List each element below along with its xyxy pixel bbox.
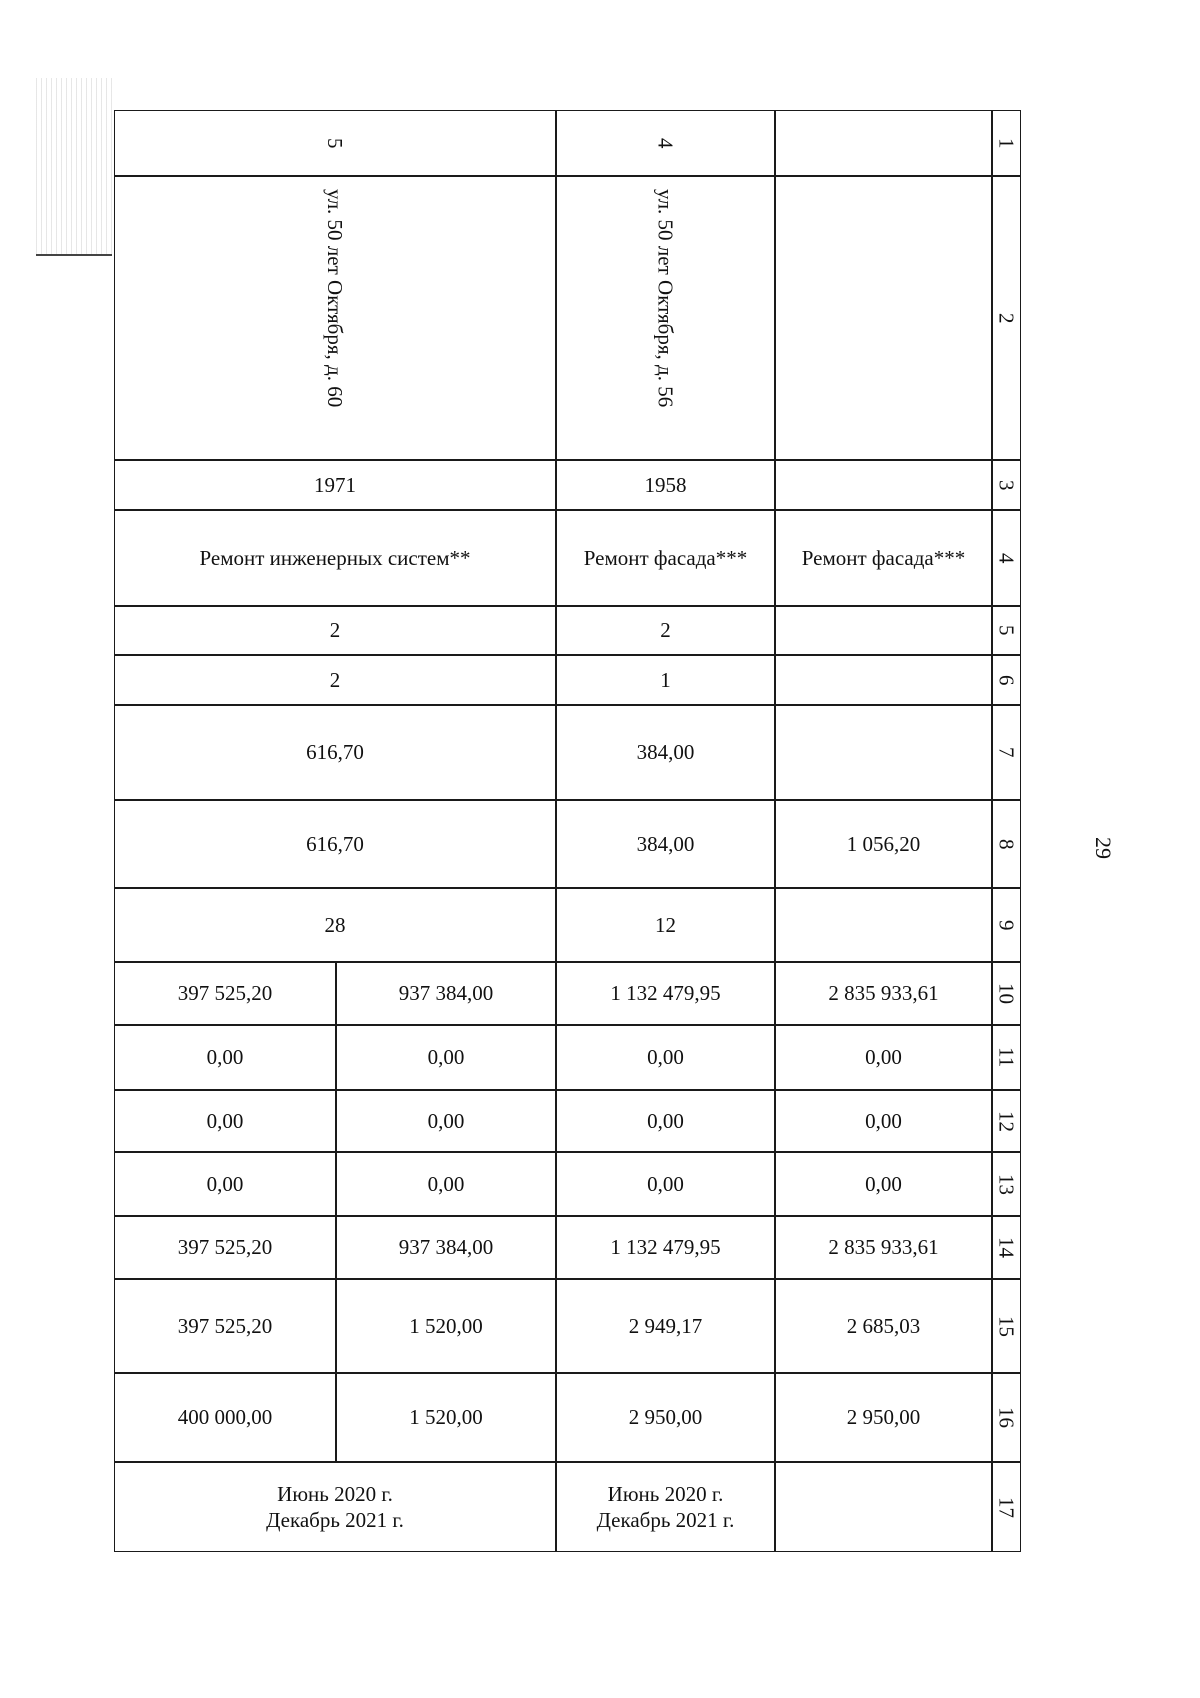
row-number-2: [992, 176, 1021, 460]
row-number-14: [992, 1216, 1021, 1279]
row-number-9-text: 9: [994, 919, 1019, 931]
cell-b-r12: 0,00: [556, 1090, 775, 1152]
cell-a-r17: Июнь 2020 г. Декабрь 2021 г.: [114, 1462, 556, 1552]
cell-b-r16: 2 950,00: [556, 1373, 775, 1462]
cell-a-r4: Ремонт инженерных систем**: [114, 510, 556, 606]
row-number-5-text: 5: [994, 625, 1019, 636]
cell-c-r13: 0,00: [775, 1152, 992, 1216]
row-number-10-text: 10: [994, 983, 1019, 1004]
row-number-6-text: 6: [994, 674, 1019, 686]
cell-a-r9: 28: [114, 888, 556, 962]
cell-c-r12: 0,00: [775, 1090, 992, 1152]
row-number-16-text: 16: [994, 1407, 1019, 1428]
cell-a-r7: 616,70: [114, 705, 556, 800]
row-number-8: [992, 800, 1021, 888]
row-number-1-text: 1: [994, 137, 1019, 149]
cell-b-r11: 0,00: [556, 1025, 775, 1090]
cell-a-r15-right: 1 520,00: [336, 1279, 556, 1373]
cell-a-r2-text: ул. 50 лет Октября, д. 60: [323, 189, 348, 408]
cell-a-r3: 1971: [114, 460, 556, 510]
row-number-11-text: 11: [994, 1047, 1019, 1068]
cell-a-r10-left: 397 525,20: [114, 962, 336, 1025]
cell-a-r10-right: 937 384,00: [336, 962, 556, 1025]
cell-b-r14: 1 132 479,95: [556, 1216, 775, 1279]
cell-c-r16: 2 950,00: [775, 1373, 992, 1462]
cell-a-r1: [114, 110, 556, 176]
cell-a-r6: 2: [114, 655, 556, 705]
cell-c-r8: 1 056,20: [775, 800, 992, 888]
row-number-7: [992, 705, 1021, 800]
row-number-9: [992, 888, 1021, 962]
row-number-5: [992, 606, 1021, 655]
row-number-12: [992, 1090, 1021, 1152]
row-number-12-text: 12: [994, 1110, 1019, 1132]
cell-b-r1-text: 4: [653, 137, 678, 149]
cell-b-r3: 1958: [556, 460, 775, 510]
cell-b-r2: [556, 176, 775, 460]
page-number: 29: [1091, 837, 1116, 859]
cell-c-r17: [775, 1462, 992, 1552]
cell-a-r12-right: 0,00: [336, 1090, 556, 1152]
row-number-13-text: 13: [994, 1173, 1019, 1195]
cell-c-r10: 2 835 933,61: [775, 962, 992, 1025]
cell-b-r15: 2 949,17: [556, 1279, 775, 1373]
cell-a-r16-left: 400 000,00: [114, 1373, 336, 1462]
row-number-1: [992, 110, 1021, 176]
row-number-8-text: 8: [994, 838, 1019, 850]
cell-c-r1: [775, 110, 992, 176]
cell-a-r12-left: 0,00: [114, 1090, 336, 1152]
stamp-mark: [36, 78, 112, 256]
cell-a-r14-right: 937 384,00: [336, 1216, 556, 1279]
row-number-2-text: 2: [994, 312, 1019, 324]
row-number-4-text: 4: [994, 552, 1019, 564]
cell-c-r7: [775, 705, 992, 800]
row-number-14-text: 14: [994, 1237, 1019, 1258]
row-number-16: [992, 1373, 1021, 1462]
cell-b-r4: Ремонт фасада***: [556, 510, 775, 606]
cell-c-r2: [775, 176, 992, 460]
cell-c-r9: [775, 888, 992, 962]
cell-a-r16-right: 1 520,00: [336, 1373, 556, 1462]
row-number-3-text: 3: [994, 479, 1019, 491]
cell-b-r7: 384,00: [556, 705, 775, 800]
cell-a-r2: [114, 176, 556, 460]
row-number-6: [992, 655, 1021, 705]
cell-c-r4: Ремонт фасада***: [775, 510, 992, 606]
cell-a-r13-right: 0,00: [336, 1152, 556, 1216]
cell-b-r5: 2: [556, 606, 775, 655]
row-number-3: [992, 460, 1021, 510]
cell-c-r5: [775, 606, 992, 655]
row-number-10: [992, 962, 1021, 1025]
cell-c-r15: 2 685,03: [775, 1279, 992, 1373]
cell-a-r11-right: 0,00: [336, 1025, 556, 1090]
cell-b-r13: 0,00: [556, 1152, 775, 1216]
cell-a-r1-text: 5: [323, 137, 348, 149]
row-number-15: [992, 1279, 1021, 1373]
cell-a-r13-left: 0,00: [114, 1152, 336, 1216]
cell-b-r2-text: ул. 50 лет Октября, д. 56: [653, 189, 678, 408]
cell-b-r17: Июнь 2020 г. Декабрь 2021 г.: [556, 1462, 775, 1552]
cell-b-r8: 384,00: [556, 800, 775, 888]
cell-a-r11-left: 0,00: [114, 1025, 336, 1090]
row-number-4: [992, 510, 1021, 606]
cell-a-r14-left: 397 525,20: [114, 1216, 336, 1279]
row-number-17: [992, 1462, 1021, 1552]
cell-c-r11: 0,00: [775, 1025, 992, 1090]
cell-b-r9: 12: [556, 888, 775, 962]
cell-a-r5: 2: [114, 606, 556, 655]
cell-b-r1: [556, 110, 775, 176]
cell-a-r15-left: 397 525,20: [114, 1279, 336, 1373]
cell-b-r10: 1 132 479,95: [556, 962, 775, 1025]
row-number-17-text: 17: [994, 1496, 1019, 1518]
row-number-7-text: 7: [994, 747, 1019, 758]
cell-c-r6: [775, 655, 992, 705]
cell-c-r3: [775, 460, 992, 510]
row-number-15-text: 15: [994, 1315, 1019, 1337]
cell-b-r6: 1: [556, 655, 775, 705]
row-number-13: [992, 1152, 1021, 1216]
row-number-11: [992, 1025, 1021, 1090]
cell-a-r8: 616,70: [114, 800, 556, 888]
cell-c-r14: 2 835 933,61: [775, 1216, 992, 1279]
